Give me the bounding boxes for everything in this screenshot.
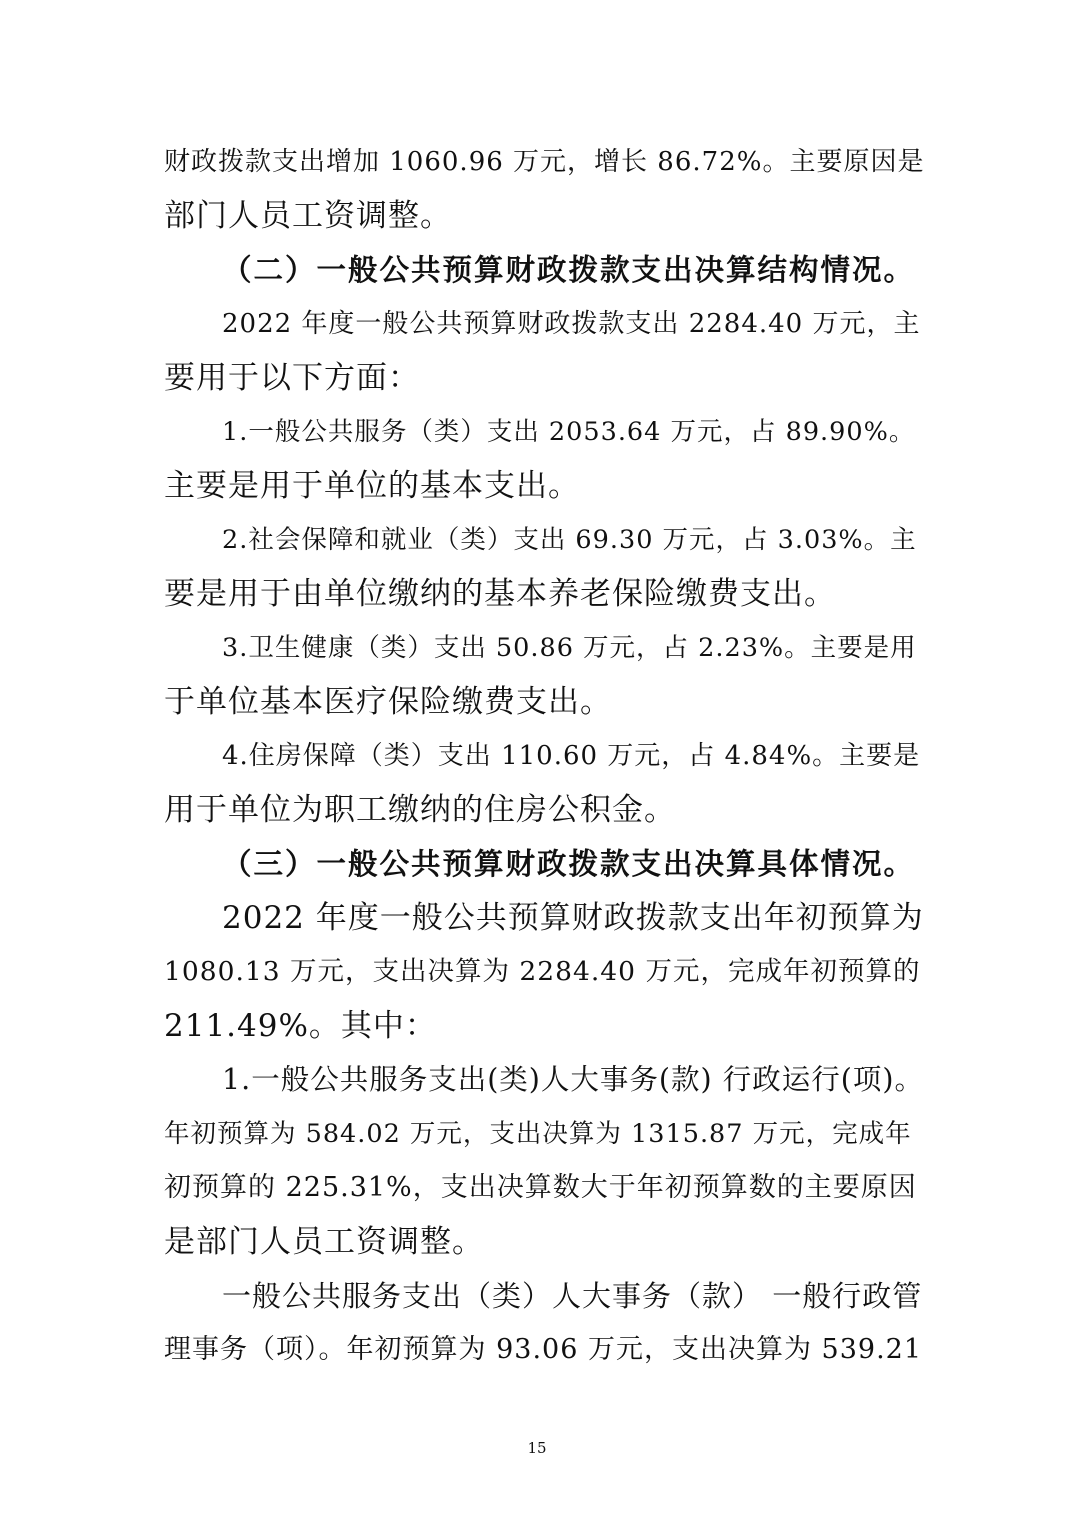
- text-line: 财政拨款支出增加 1060.96 万元，增长 86.72%。主要原因是: [164, 147, 925, 177]
- text-line: 2022 年度一般公共预算财政拨款支出年初预算为: [222, 900, 924, 936]
- text-line: 2022 年度一般公共预算财政拨款支出 2284.40 万元，主: [222, 309, 921, 339]
- text-line: 初预算的 225.31%，支出决算数大于年初预算数的主要原因: [164, 1172, 917, 1203]
- text-line: 2.社会保障和就业（类）支出 69.30 万元，占 3.03%。主: [222, 525, 917, 555]
- text-line: 年初预算为 584.02 万元，支出决算为 1315.87 万元，完成年: [164, 1119, 912, 1149]
- text-line: 一般公共服务支出（类）人大事务（款） 一般行政管: [222, 1279, 923, 1313]
- page-number: 15: [527, 1439, 547, 1457]
- text-line: 是部门人员工资调整。: [164, 1224, 484, 1260]
- text-line: 1.一般公共服务支出(类)人大事务(款) 行政运行(项)。: [222, 1063, 924, 1096]
- text-line: 用于单位为职工缴纳的住房公积金。: [164, 792, 676, 828]
- text-line: 4.住房保障（类）支出 110.60 万元，占 4.84%。主要是: [222, 741, 921, 771]
- text-line: 于单位基本医疗保险缴费支出。: [164, 684, 612, 720]
- text-line: 1080.13 万元，支出决算为 2284.40 万元，完成年初预算的: [164, 956, 921, 987]
- text-line: 主要是用于单位的基本支出。: [164, 468, 580, 504]
- text-line: 211.49%。其中：: [164, 1008, 437, 1044]
- section-heading: （二）一般公共预算财政拨款支出决算结构情况。: [222, 252, 916, 287]
- text-line: 3.卫生健康（类）支出 50.86 万元，占 2.23%。主要是用: [222, 633, 917, 663]
- section-heading: （三）一般公共预算财政拨款支出决算具体情况。: [222, 846, 916, 881]
- text-line: 1.一般公共服务（类）支出 2053.64 万元，占 89.90%。: [222, 417, 916, 447]
- text-line: 要用于以下方面：: [164, 360, 420, 396]
- text-line: 部门人员工资调整。: [164, 198, 452, 234]
- text-line: 要是用于由单位缴纳的基本养老保险缴费支出。: [164, 576, 836, 612]
- text-line: 理事务（项）。年初预算为 93.06 万元，支出决算为 539.21: [164, 1334, 923, 1365]
